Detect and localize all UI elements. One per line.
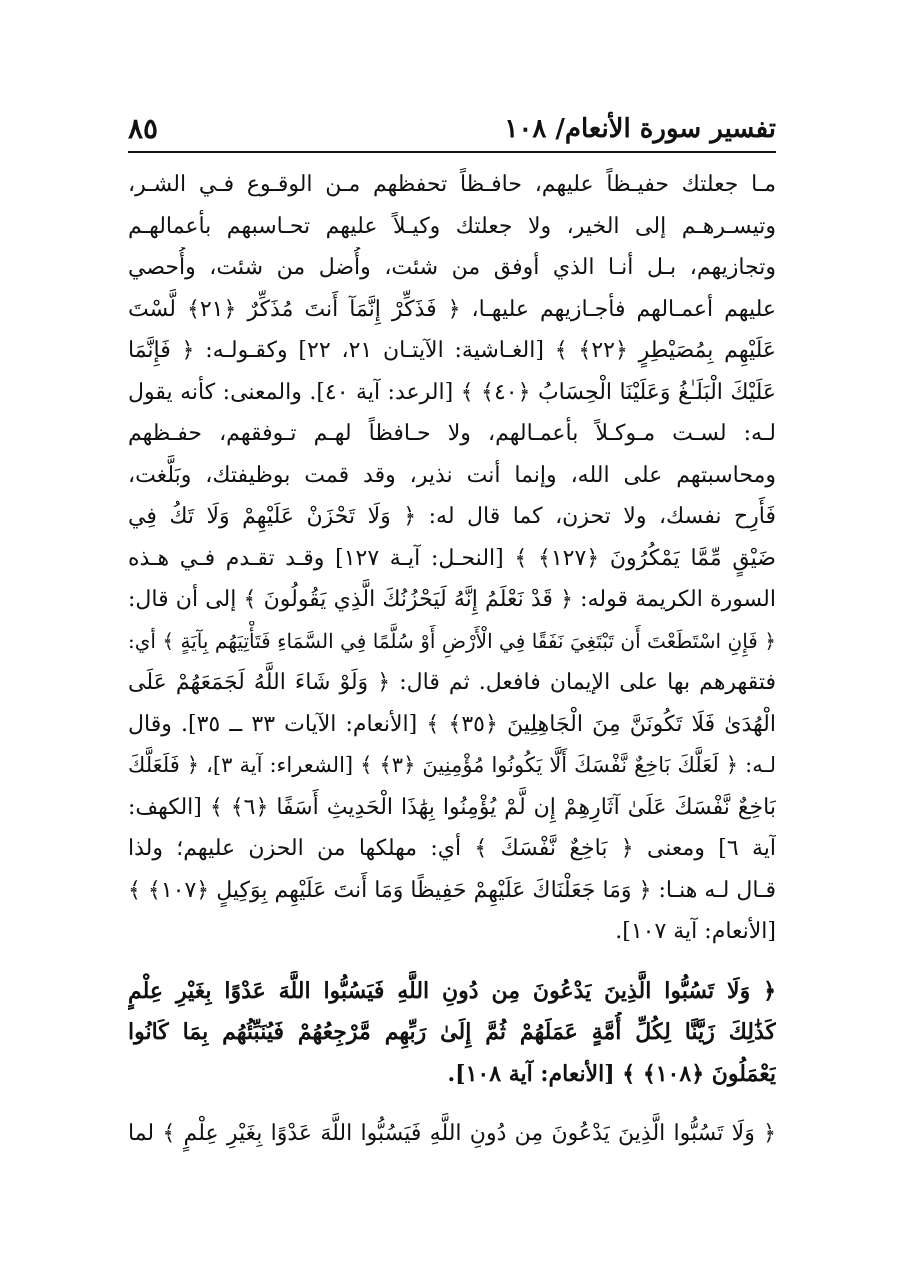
text-line: فَأَرِح نفسك، ولا تحزن، كما قال له: ﴿ وَلَا تَحْزَنْ عَلَيْهِمْ وَلَا تَكُ فِي <box>128 504 776 529</box>
text-line: [الأنعام: آية ١٠٧]. <box>615 919 776 944</box>
verse-line: ﴿ وَلَا تَسُبُّوا الَّذِينَ يَدْعُونَ مِن دُونِ اللَّهِ فَيَسُبُّوا اللَّهَ عَدْوًا بِغَيْرِ عِلْمٍ <box>128 977 776 1004</box>
text-line: فتقهرهم بها على الإيمان فافعل. ثم قال: ﴿ وَلَوْ شَاءَ اللَّهُ لَجَمَعَهُمْ عَلَى <box>128 670 776 695</box>
text-line: بَاخِعٌ نَّفْسَكَ عَلَىٰ آثَارِهِمْ إِن لَّمْ يُؤْمِنُوا بِهَٰذَا الْحَدِيثِ أَسَفًا ﴿٦﴾ ﴾ [الكهف: <box>128 794 776 820</box>
text-line: عَلَيْهِم بِمُصَيْطِرٍ ﴿٢٢﴾ ﴾ [الغـاشية: الآيتـان ٢١، ٢٢] وكقـولـه: ﴿ فَإِنَّمَا <box>128 338 776 363</box>
quran-verse-block <box>128 971 776 1096</box>
commentary-paragraph <box>128 164 776 953</box>
text-line: عَلَيْكَ الْبَلَـٰغُ وَعَلَيْنَا الْحِسَابُ ﴿٤٠﴾ ﴾ [الرعد: آية ٤٠]. والمعنى: كأنه يقول <box>128 379 776 405</box>
paragraph-gap <box>128 953 776 971</box>
page-number: ٨٥ <box>128 112 159 145</box>
text-line: لـه: ﴿ لَعَلَّكَ بَاخِعٌ نَّفْسَكَ أَلَّا يَكُونُوا مُؤْمِنِينَ ﴿٣﴾ ﴾ [الشعراء: آية ٣]، ﴿ فَلَعَلَّكَ <box>128 753 776 777</box>
paragraph-gap <box>128 1095 776 1113</box>
text-line: السورة الكريمة قوله: ﴿ قَدْ نَعْلَمُ إِنَّهُ لَيَحْزُنُكَ الَّذِي يَقُولُونَ ﴾ إلى أن قال: <box>128 587 776 612</box>
text-line: الْهُدَىٰ فَلَا تَكُونَنَّ مِنَ الْجَاهِلِينَ ﴿٣٥﴾ ﴾ [الأنعام: الآيات ٣٣ ــ ٣٥]. وقال <box>128 711 776 737</box>
text-line: مـا جعلتك حفيـظاً عليهم، حافـظاً تحفظهم مـن الوقـوع فـي الشـر، <box>128 172 776 197</box>
text-line: لـه: لسـت مـوكـلاً بأعمـالهم، ولا حـافظاً لهـم تـوفقهم، حفـظهم <box>128 421 776 446</box>
text-line: وتجازيهم، بـل أنـا الذي أوفق من شئت، وأُضل من شئت، وأُحصي <box>128 255 776 280</box>
text-line: ومحاسبتهم على الله، وإنما أنت نذير، وقد قمت بوظيفتك، وبَلَّغت، <box>128 462 776 488</box>
text-line: عليهم أعمـالهم فأجـازيهم عليهـا، ﴿ فَذَكِّرْ إِنَّمَآ أَنتَ مُذَكِّرٌ ﴿٢١﴾ لَّسْتَ <box>128 296 776 322</box>
closing-line: ﴿ وَلَا تَسُبُّوا الَّذِينَ يَدْعُونَ مِن دُونِ اللَّهِ فَيَسُبُّوا اللَّهَ عَدْوًا بِغَيْرِ عِلْمٍ ﴾ لما <box>128 1121 776 1146</box>
text-line: قـال لـه هنـا: ﴿ وَمَا جَعَلْنَاكَ عَلَيْهِمْ حَفِيظًا وَمَا أَنتَ عَلَيْهِم بِوَكِيلٍ ﴿١٠٧﴾ ﴾ <box>128 877 776 903</box>
page-body <box>128 164 776 1155</box>
verse-line: كَذَٰلِكَ زَيَّنَّا لِكُلِّ أُمَّةٍ عَمَلَهُمْ ثُمَّ إِلَىٰ رَبِّهِم مَّرْجِعُهُمْ فَيُنَبِّئُهُم بِمَا كَانُوا <box>128 1019 776 1045</box>
page-header <box>128 108 776 152</box>
verse-line: يَعْمَلُونَ ﴿١٠٨﴾ ﴾ [الأنعام: آية ١٠٨]. <box>447 1060 776 1087</box>
text-line: آية ٦] ومعنى ﴿ بَاخِعٌ نَّفْسَكَ ﴾ أي: مهلكها من الحزن عليهم؛ ولذا <box>128 836 776 861</box>
header-divider <box>128 151 776 153</box>
header-title: تفسير سورة الأنعام/ ١٠٨ <box>504 114 776 144</box>
text-line: ﴿ فَإِنِ اسْتَطَعْتَ أَن تَبْتَغِيَ نَفَقًا فِي الْأَرْضِ أَوْ سُلَّمًا فِي السَّمَاءِ فَتَأْتِيَهُم بِآيَةٍ ﴾ أي: <box>128 628 776 653</box>
text-line: ضَيْقٍ مِّمَّا يَمْكُرُونَ ﴿١٢٧﴾ ﴾ [النحـل: آيـة ١٢٧] وقـد تقـدم فـي هـذه <box>128 545 776 571</box>
text-line: وتيسـرهـم إلى الخير، ولا جعلتك وكيـلاً عليهم تحـاسبهم بأعمالهـم <box>128 213 776 239</box>
